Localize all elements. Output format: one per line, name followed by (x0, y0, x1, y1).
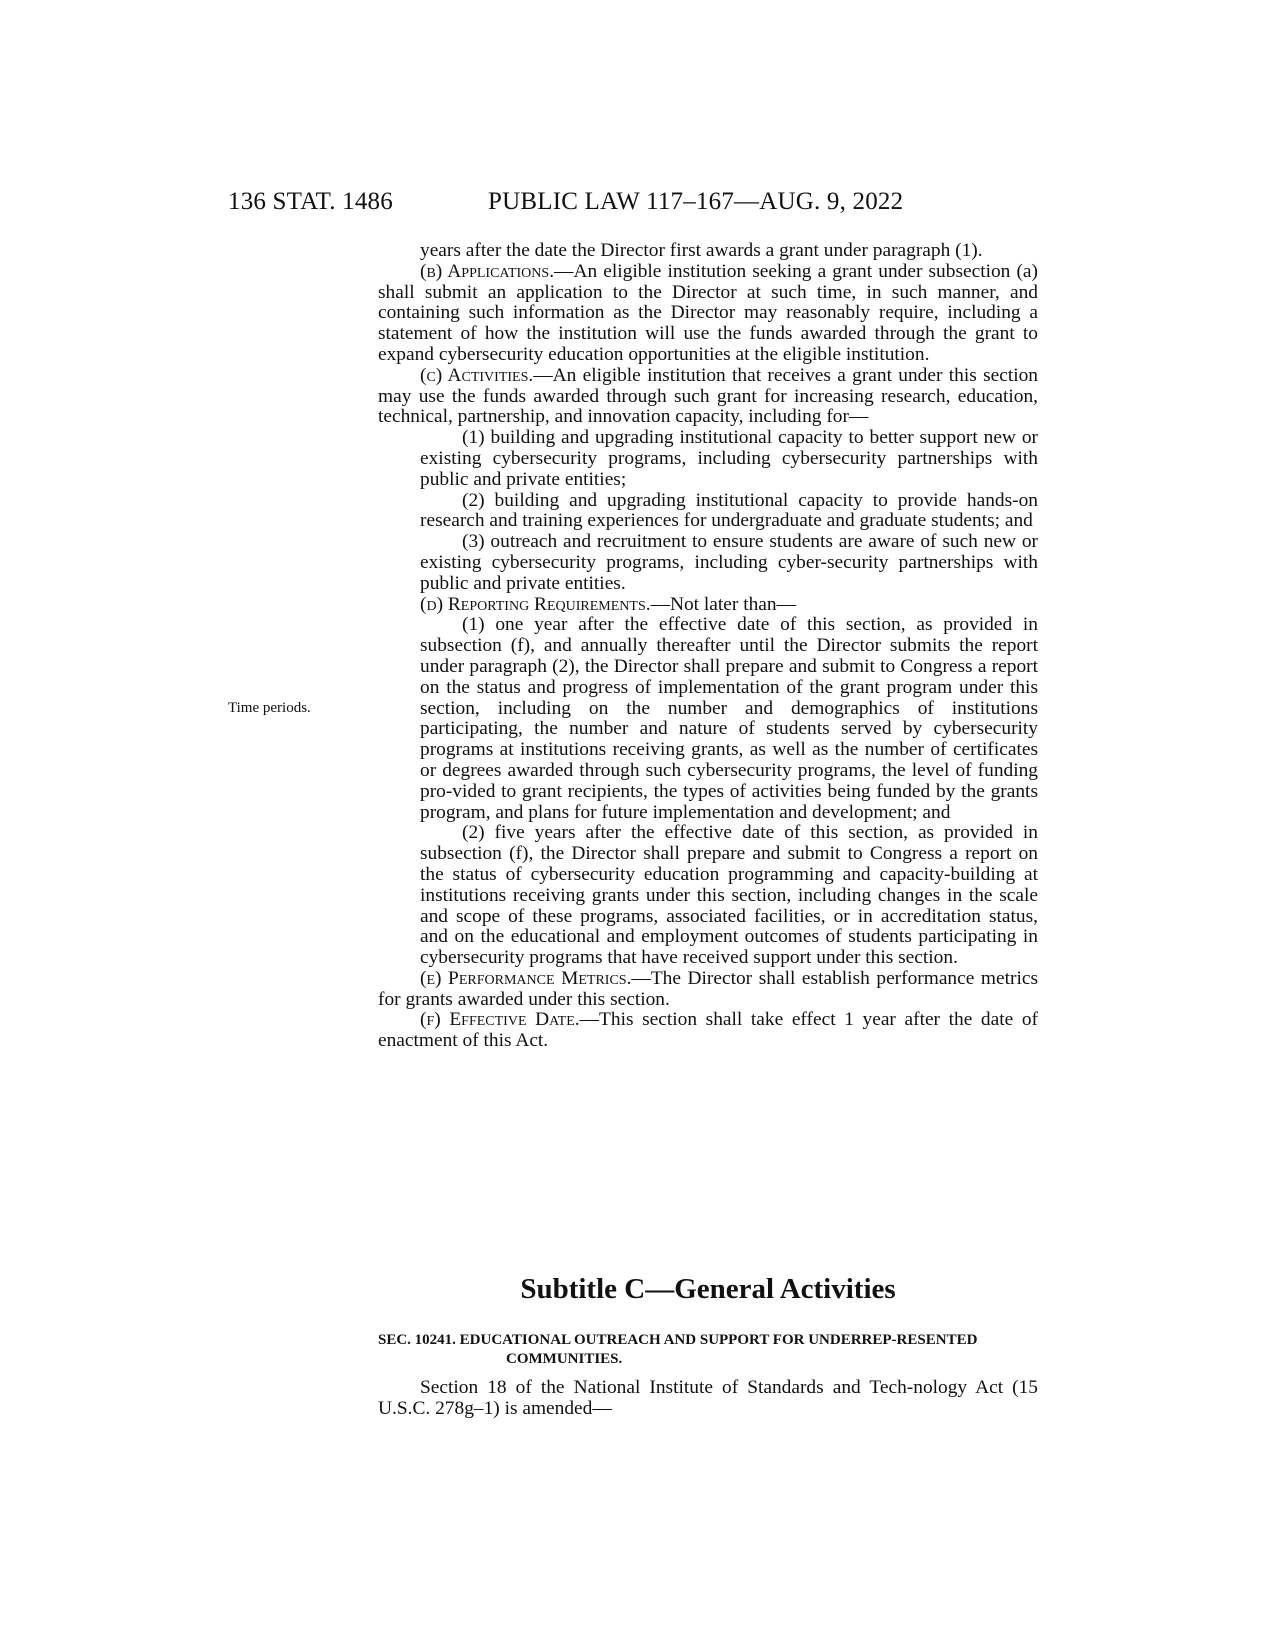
subtitle-heading: Subtitle C—General Activities (520, 1273, 896, 1305)
paragraph-d1: (1) one year after the effective date of this section, as provided in subsection (f), and annually thereafter until the Director submits the report under paragraph (2), the Director shall prepare and submit to Congress a report on the status and progress of implementation of the grant program under this section, including on the number and demographics of institutions participating, the number and nature of students served by cybersecurity programs at institutions receiving grants, as well as the number of certificates or degrees awarded through such cybersecurity programs, the level of funding pro-vided to grant recipients, the types of activities being funded by the grants program, and plans for future implementation and development; and (420, 614, 1038, 823)
continuation-paragraph: years after the date the Director first awards a grant under paragraph (1). (420, 240, 983, 261)
subsection-b-heading: (b) Applications. (420, 260, 555, 282)
paragraph-c2: (2) building and upgrading institutional capacity to provide hands-on research and training experiences for undergraduate and graduate students; and (420, 489, 1038, 532)
subsection-f-heading: (f) Effective Date. (420, 1009, 580, 1031)
paragraph-c3: (3) outreach and recruitment to ensure students are aware of such new or existing cybersecurity programs, including cyber-security partnerships with public and private entities. (420, 531, 1038, 594)
subsection-f (378, 1010, 1038, 1052)
subsection-b (378, 262, 1038, 366)
subsection-d (378, 595, 1038, 616)
subsection-e-text: —The Director shall establish performance metrics for grants awarded under this section. (378, 967, 1038, 1010)
section-heading: SEC. 10241. EDUCATIONAL OUTREACH AND SUPPORT FOR UNDERREP-RESENTED COMMUNITIES. (378, 1332, 978, 1367)
body-text (378, 241, 1038, 1052)
subsection-d-heading: (d) Reporting Requirements. (420, 593, 651, 615)
subsection-e-heading: (e) Performance Metrics. (420, 967, 632, 989)
subsection-c-heading: (c) Activities. (420, 364, 534, 386)
subsection-c (378, 366, 1038, 428)
paragraph-c1: (1) building and upgrading institutional capacity to better support new or existing cybersecurity programs, including cybersecurity partnerships with public and private entities; (420, 427, 1038, 490)
running-header: PUBLIC LAW 117–167—AUG. 9, 2022 (488, 188, 904, 215)
subsection-f-text: —This section shall take effect 1 year after the date of enactment of this Act. (378, 1009, 1039, 1052)
subsection-d-text: —Not later than— (650, 593, 796, 615)
statute-page-number: 136 STAT. 1486 (228, 188, 393, 215)
paragraph-d2: (2) five years after the effective date of this section, as provided in subsection (f), the Director shall prepare and submit to Congress a report on the status of cybersecurity education programming and capacity-building at institutions receiving grants under this section, including changes in the scale and scope of these programs, associated facilities, or in accreditation status, and on the educational and employment outcomes of students participating in cybersecurity programs that have received support under this section. (420, 822, 1038, 969)
section-body: Section 18 of the National Institute of Standards and Tech-nology Act (15 U.S.C. 278g–1) is amended— (378, 1377, 1038, 1419)
margin-note: Time periods. (228, 700, 311, 716)
subsection-e (378, 969, 1038, 1011)
subsection-b-text: —An eligible institution seeking a grant under subsection (a) shall submit an application to the Director at such time, in such manner, and containing such information as the Director may reasonably require, including a statement of how the institution will use the funds awarded through the grant to expand cybersecurity education opportunities at the eligible institution. (378, 260, 1038, 365)
subsection-c-text: —An eligible institution that receives a grant under this section may use the funds awarded through such grant for increasing research, education, technical, partnership, and innovation capacity, including for— (378, 364, 1038, 428)
